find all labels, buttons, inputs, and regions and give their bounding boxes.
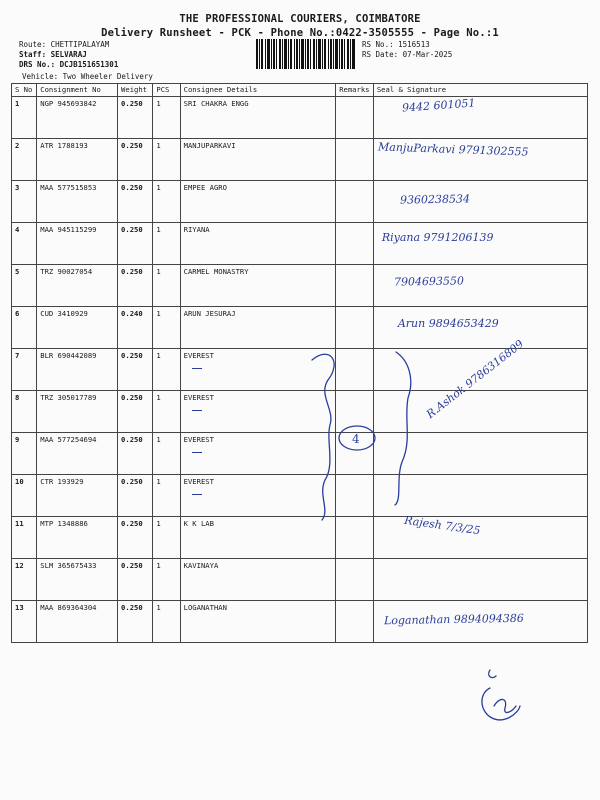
cell-sno: 8: [12, 391, 37, 433]
cell-consignee: LOGANATHAN: [180, 601, 336, 643]
cell-remarks: [336, 265, 374, 307]
table-row: [12, 391, 588, 433]
cell-consignment: NGP 945693842: [37, 97, 118, 139]
cell-consignment: ATR 1788193: [37, 139, 118, 181]
cell-sno: 13: [12, 601, 37, 643]
staff-text: Staff: SELVARAJ: [19, 50, 87, 59]
cell-sno: 9: [12, 433, 37, 475]
cell-weight: 0.250: [118, 139, 153, 181]
cell-sno: 12: [12, 559, 37, 601]
cell-consignee: MANJUPARKAVI: [180, 139, 336, 181]
cell-consignee: [180, 349, 336, 391]
cell-consignment: CUD 3410929: [37, 307, 118, 349]
cell-signature: [373, 475, 587, 517]
cell-remarks: [336, 223, 374, 265]
cell-consignment: MAA 577254694: [37, 433, 118, 475]
table-row: [12, 433, 588, 475]
vehicle-text: Vehicle: Two Wheeler Delivery: [22, 72, 153, 81]
cell-consignee: K K LAB: [180, 517, 336, 559]
cell-weight: 0.250: [118, 349, 153, 391]
table-row: [12, 559, 588, 601]
cell-consignee: RIYANA: [180, 223, 336, 265]
cell-consignment: SLM 365675433: [37, 559, 118, 601]
cell-signature: [373, 265, 587, 307]
handwritten-signature: Arun 9894653429: [397, 317, 499, 330]
cell-pcs: 1: [153, 391, 180, 433]
cell-consignment: MAA 577515853: [37, 181, 118, 223]
cell-signature: [373, 223, 587, 265]
cell-weight: 0.250: [118, 517, 153, 559]
cell-weight: 0.250: [118, 475, 153, 517]
handwritten-signature: Loganathan 9894094386: [383, 611, 524, 628]
cell-signature: [373, 433, 587, 475]
cell-pcs: 1: [153, 181, 180, 223]
cell-signature: [373, 139, 587, 181]
handwritten-signature: Rajesh 7/3/25: [403, 513, 482, 538]
cell-consignee: [180, 475, 336, 517]
cell-consignment: TRZ 305017789: [37, 391, 118, 433]
company-title: THE PROFESSIONAL COURIERS, COIMBATORE: [179, 13, 421, 25]
handwritten-signature: 9360238534: [399, 192, 470, 207]
cell-consignee-text: EVEREST: [183, 435, 214, 444]
cell-consignee-text: EVEREST: [183, 393, 214, 402]
cell-consignee: CARMEL MONASTRY: [180, 265, 336, 307]
table-row: [12, 475, 588, 517]
cell-consignment: MAA 869364304: [37, 601, 118, 643]
cell-sno: 3: [12, 181, 37, 223]
cell-pcs: 1: [153, 139, 180, 181]
cell-remarks: [336, 475, 374, 517]
cell-pcs: 1: [153, 223, 180, 265]
header-sno: S No: [12, 84, 37, 97]
cell-consignment: MTP 1348886: [37, 517, 118, 559]
pen-mark: [192, 452, 202, 453]
cell-consignee: [180, 391, 336, 433]
cell-consignee-text: EVEREST: [183, 477, 214, 486]
meta-right: [362, 40, 452, 60]
cell-signature: [373, 513, 587, 559]
table-row: [12, 181, 588, 223]
cell-weight: 0.250: [118, 223, 153, 265]
cell-sno: 7: [12, 349, 37, 391]
rs-no-text: RS No.: 1516513: [362, 40, 430, 49]
cell-sno: 2: [12, 139, 37, 181]
cell-signature: [373, 307, 587, 349]
cell-remarks: [336, 601, 374, 643]
cell-weight: 0.250: [118, 391, 153, 433]
cell-consignee: [180, 433, 336, 475]
cell-remarks: [336, 559, 374, 601]
cell-consignee: EMPEE AGRO: [180, 181, 336, 223]
cell-sno: 10: [12, 475, 37, 517]
cell-sno: 4: [12, 223, 37, 265]
cell-remarks: [336, 139, 374, 181]
cell-signature: [373, 181, 587, 223]
cell-consignee-text: EVEREST: [183, 351, 214, 360]
handwritten-signature: ManjuParkavi 9791302555: [377, 140, 529, 159]
rs-date-text: RS Date: 07-Mar-2025: [362, 50, 453, 59]
cell-weight: 0.250: [118, 97, 153, 139]
cell-weight: 0.240: [118, 307, 153, 349]
cell-consignee: SRI CHAKRA ENGG: [180, 97, 336, 139]
runsheet-subtitle: Delivery Runsheet - PCK - Phone No.:0422-3505555 - Page No.:1: [101, 27, 499, 39]
table-header-row: [12, 84, 588, 97]
cell-consignment: CTR 193929: [37, 475, 118, 517]
cell-weight: 0.250: [118, 433, 153, 475]
cell-weight: 0.250: [118, 559, 153, 601]
cell-pcs: 1: [153, 433, 180, 475]
header-consignee: Consignee Details: [180, 84, 336, 97]
cell-sno: 11: [12, 517, 37, 559]
table-row: [12, 601, 588, 643]
cell-pcs: 1: [153, 517, 180, 559]
table-row: [12, 307, 588, 349]
table-row: [12, 517, 588, 559]
cell-signature: [373, 391, 587, 433]
cell-weight: 0.250: [118, 265, 153, 307]
pen-mark: [192, 494, 202, 495]
cell-pcs: 1: [153, 475, 180, 517]
cell-sno: 1: [12, 97, 37, 139]
cell-signature: [373, 559, 587, 601]
cell-remarks: [336, 307, 374, 349]
cell-signature: [373, 97, 587, 139]
cell-pcs: 1: [153, 601, 180, 643]
header-weight: Weight: [118, 84, 153, 97]
handwritten-signature: Riyana 9791206139: [381, 231, 494, 244]
barcode-image: [256, 39, 356, 69]
table-row: [12, 223, 588, 265]
cell-remarks: [336, 391, 374, 433]
cell-sno: 6: [12, 307, 37, 349]
table-row: [12, 265, 588, 307]
handwritten-signature: 7904693550: [393, 274, 464, 289]
cell-pcs: 1: [153, 349, 180, 391]
cell-pcs: 1: [153, 97, 180, 139]
cell-consignment: TRZ 90027054: [37, 265, 118, 307]
header-pcs: PCS: [153, 84, 180, 97]
cell-weight: 0.250: [118, 181, 153, 223]
cell-consignment: MAA 945115299: [37, 223, 118, 265]
pen-mark: [192, 410, 202, 411]
cell-sno: 5: [12, 265, 37, 307]
table-row: [12, 97, 588, 139]
cell-weight: 0.250: [118, 601, 153, 643]
cell-consignee: KAVINAYA: [180, 559, 336, 601]
cell-pcs: 1: [153, 559, 180, 601]
cell-remarks: [336, 349, 374, 391]
header-signature: Seal & Signature: [373, 84, 587, 97]
everest-count: 4: [352, 432, 360, 446]
handwritten-signature: 9442 601051: [401, 96, 476, 115]
table-row: [12, 139, 588, 181]
cell-remarks: [336, 181, 374, 223]
everest-signature: R.Ashok 9786316809: [423, 337, 526, 421]
cell-signature: [373, 601, 587, 643]
header-remarks: Remarks: [336, 84, 374, 97]
meta-left: [19, 40, 118, 70]
cell-remarks: [336, 517, 374, 559]
route-text: Route: CHETTIPALAYAM: [19, 40, 110, 49]
cell-consignee: ARUN JESURAJ: [180, 307, 336, 349]
cell-pcs: 1: [153, 265, 180, 307]
cell-consignment: BLR 690442089: [37, 349, 118, 391]
pen-mark: [192, 368, 202, 369]
cell-pcs: 1: [153, 307, 180, 349]
header-consignment: Consignment No: [37, 84, 118, 97]
cell-remarks: [336, 97, 374, 139]
drs-text: DRS No.: DCJB151651301: [19, 60, 119, 69]
